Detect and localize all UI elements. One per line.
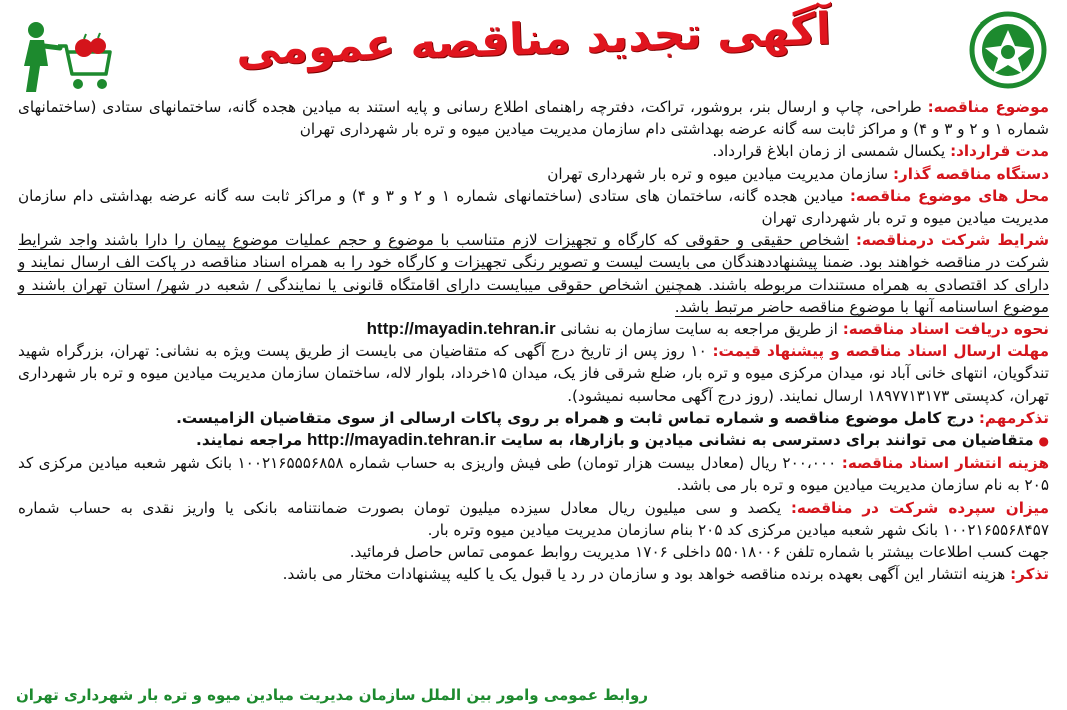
item-info: [18, 541, 1049, 563]
access-text: متقاضیان می توانند برای دسترسی به نشانی میادین و بازارها، به سایت: [500, 431, 1034, 450]
location-text: میادین هجده گانه، ساختمان های ستادی (ساختمانهای شماره ۱ و ۲ و ۳ و ۴) و مراکز ثابت سه گانه عرضه بهداشتی دام سازمان مدیریت میادین میوه و تره بار شهرداری تهران: [18, 186, 1049, 228]
deposit-label: میزان سپرده شرکت در مناقصه:: [790, 498, 1049, 517]
receive-url-link[interactable]: http://mayadin.tehran.ir: [366, 319, 556, 339]
note2-label: تذکر:: [1010, 565, 1049, 584]
note1-text: درج کامل موضوع مناقصه و شماره تماس ثابت و همراه بر روی پاکات ارسالی از سوی متقاضیان الزامیست.: [176, 408, 974, 427]
note2-text: هزینه انتشار این آگهی بعهده برنده مناقصه خواهد بود و سازمان در رد یا قبول یک یا کلیه پیشنهادات مختار می باشد.: [282, 565, 1006, 584]
item-conditions: [18, 229, 1049, 318]
info-text: جهت کسب اطلاعات بیشتر با شماره تلفن ۵۵۰۱۸۰۰۶ داخلی ۱۷۰۶ مدیریت روابط عمومی تماس حاصل فرمائید.: [349, 543, 1049, 562]
location-label: محل های موضوع مناقصه:: [849, 186, 1050, 205]
duration-label: مدت قرارداد:: [950, 142, 1049, 161]
duration-text: یکسال شمسی از زمان ابلاغ قرارداد.: [712, 142, 946, 161]
fee-text: ۲۰۰،۰۰۰ ریال (معادل بیست هزار تومان) طی فیش واریزی به حساب شماره ۱۰۰۲۱۶۵۵۵۶۸۵۸ بانک شهر شعبه میادین مرکزی کد ۲۰۵ به نام سازمان مدیریت میادین میوه و تره بار می باشد.: [18, 454, 1049, 495]
item-location: [18, 185, 1049, 229]
footer-signature: روابط عمومی وامور بین الملل سازمان مدیریت میادین میوه و تره بار شهرداری تهران: [16, 686, 649, 704]
organizer-label: دستگاه مناقصه گذار:: [892, 164, 1049, 183]
title-area: [0, 3, 1067, 76]
item-note1: [18, 407, 1049, 429]
note1-label: تذکرمهم:: [978, 408, 1049, 427]
item-deposit: [18, 497, 1049, 541]
fee-label: هزینه انتشار اسناد مناقصه:: [841, 454, 1049, 473]
access-text-after: مراجعه نمایند.: [196, 431, 303, 450]
item-note2: [18, 563, 1049, 585]
receive-text: از طریق مراجعه به سایت سازمان به نشانی: [560, 320, 838, 339]
bullet-icon: ●: [1038, 434, 1049, 449]
receive-label: نحوه دریافت اسناد مناقصه:: [842, 320, 1049, 339]
item-fee: [18, 452, 1049, 496]
conditions-label: شرایط شرکت درمناقصه:: [855, 231, 1050, 250]
subject-text: طراحی، چاپ و ارسال بنر، بروشور، تراکت، دفترچه راهنمای اطلاع رسانی و پایه استند به میادین هجده گانه، ساختمانهای ستادی (ساختمانهای شماره ۱ و ۲ و ۳ و ۴) و مراکز ثابت سه گانه عرضه بهداشتی دام سازمان مدیریت میادین میوه و تره بار شهرداری تهران: [18, 98, 1049, 139]
deposit-text: یکصد و سی میلیون ریال معادل سیزده میلیون تومان بصورت ضمانتنامه بانکی یا واریز نقدی به حساب شماره ۱۰۰۲۱۶۵۵۶۸۴۵۷ بانک شهر شعبه میادین مرکزی کد ۲۰۵ بنام سازمان مدیریت میادین میوه وتره بار.: [18, 498, 1049, 539]
item-receive: [18, 318, 1049, 340]
organizer-text: سازمان مدیریت میادین میوه و تره بار شهرداری تهران: [547, 164, 889, 183]
subject-label: موضوع مناقصه:: [927, 98, 1049, 116]
deadline-label: مهلت ارسال اسناد مناقصه و پیشنهاد قیمت:: [712, 342, 1049, 361]
deadline-text: ۱۰ روز پس از تاریخ درج آگهی که متقاضیان می بایست از طریق پست ویژه به نشانی: تهران، بزرگراه شهید تندگویان، انتهای خانی آباد نو، میدان مرکزی میوه و تره بار، ضلع شرقی فاز یک، میدان ۱۵خرداد، بلوار لاله، ساختمان سازمان مدیریت میادین میوه و تره بار شهرداری تهران، کدپستی ۱۸۹۷۷۱۳۱۷۳ ارسال نمایند. (روز درج آگهی محاسبه نمیشود).: [18, 342, 1049, 405]
notice-body: [18, 96, 1049, 585]
item-organizer: [18, 163, 1049, 185]
item-subject: [18, 96, 1049, 140]
conditions-text: اشخاص حقیقی و حقوقی که کارگاه و تجهیزات لازم متناسب با موضوع و حجم عملیات موضوع پیمان را دارا باشند واجد شرایط شرکت در مناقصه خواهند بود. ضمنا پیشنهاددهندگان می بایست لیست و تصویر رنگی تجهیزات و کارگاه خود را به همراه اسناد مناقصه در پاکت الف ارسال نمایند و دارای کد اقتصادی به همراه مستندات مربوطه باشند. همچنین اشخاص حقوقی میبایست دارای اقامتگاه قانونی یا نمایندگی / شعبه در شهر/ استان تهران باشند و موضوع اساسنامه آنها با موضوع مناقصه حاضر مرتبط باشد.: [18, 231, 1049, 316]
item-duration: [18, 140, 1049, 162]
item-deadline: [18, 340, 1049, 407]
access-url-link[interactable]: http://mayadin.tehran.ir: [306, 430, 496, 450]
item-access: [18, 429, 1049, 452]
page-title: آگهی تجدید مناقصه عمومی: [235, 3, 832, 76]
